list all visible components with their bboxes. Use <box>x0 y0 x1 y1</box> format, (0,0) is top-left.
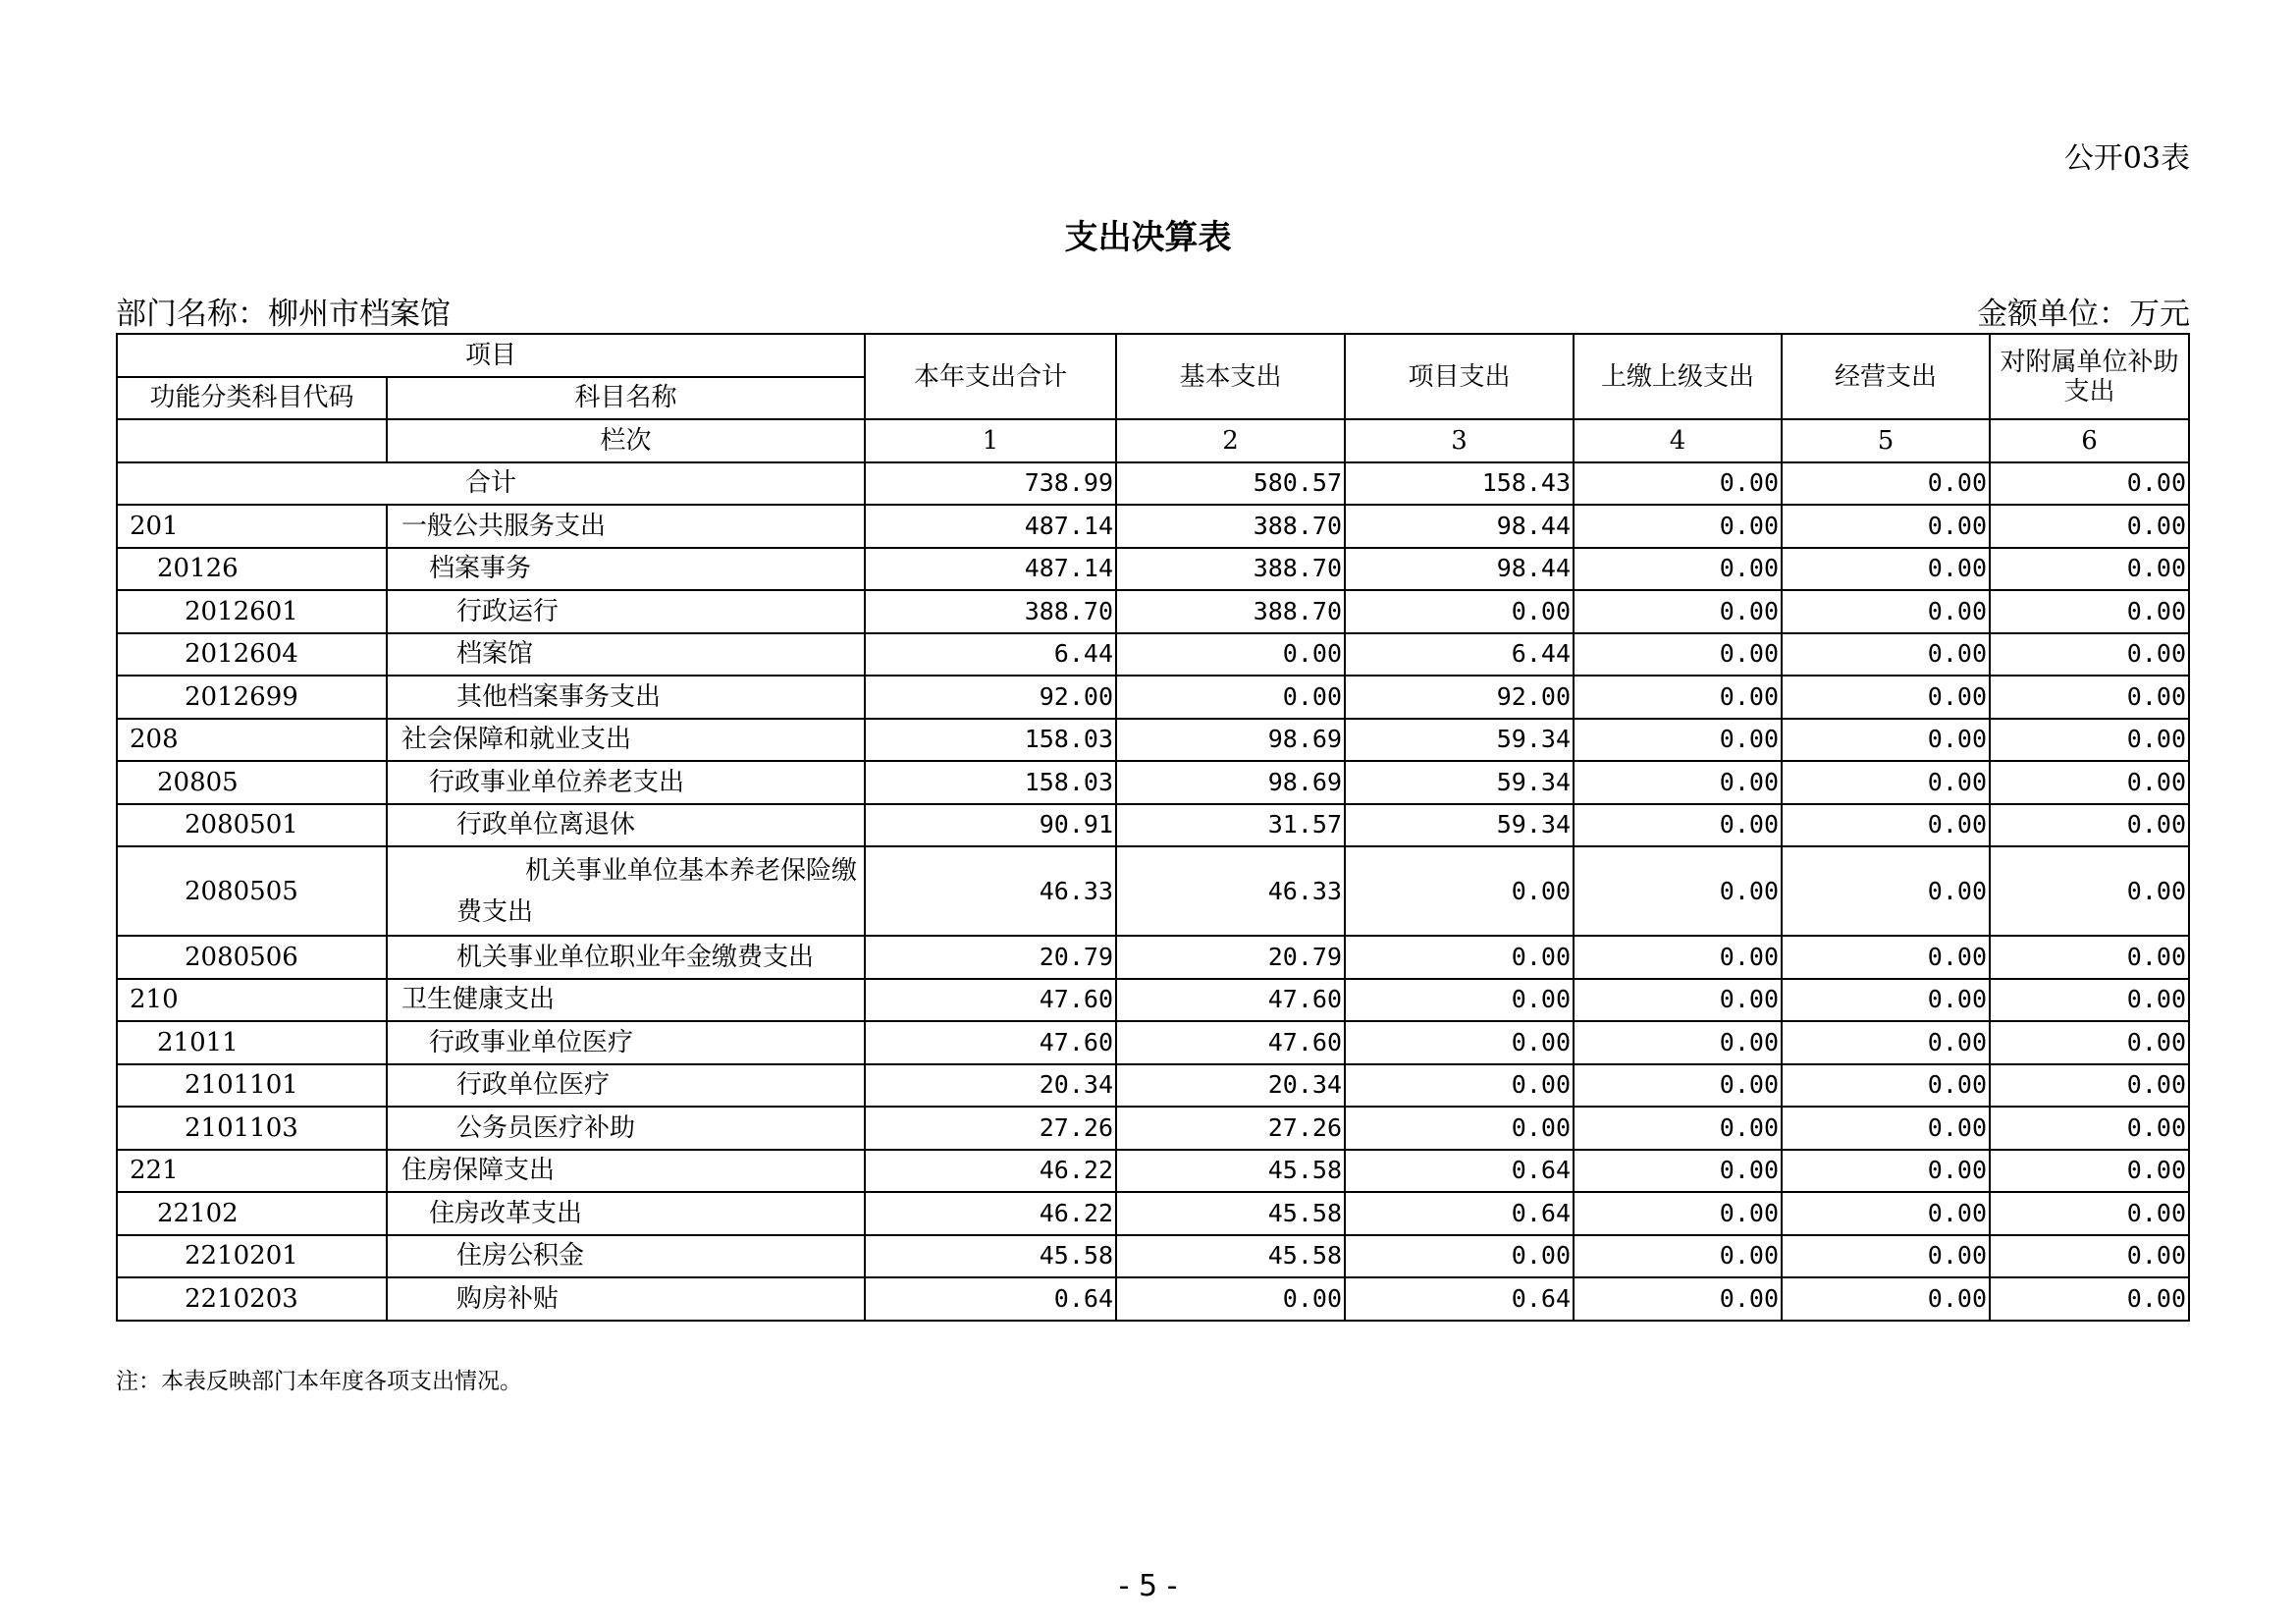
amount-cell: 47.60 <box>1116 1021 1345 1064</box>
amount-cell: 0.00 <box>1574 1107 1782 1150</box>
amount-cell: 487.14 <box>865 548 1116 591</box>
amount-cell: 0.00 <box>1345 846 1574 936</box>
amount-cell: 0.00 <box>1574 676 1782 719</box>
amount-cell: 0.00 <box>1345 1107 1574 1150</box>
amount-cell: 0.00 <box>1782 1107 1990 1150</box>
amount-cell: 59.34 <box>1345 719 1574 762</box>
amount-cell: 0.00 <box>1782 979 1990 1022</box>
amount-cell: 0.00 <box>1990 719 2189 762</box>
table-row <box>117 761 2189 804</box>
header-total-expenditure: 本年支出合计 <box>865 334 1116 419</box>
amount-cell: 388.70 <box>865 590 1116 633</box>
amount-cell: 46.22 <box>865 1192 1116 1235</box>
amount-cell: 0.00 <box>1574 846 1782 936</box>
amount-cell: 0.00 <box>1990 548 2189 591</box>
table-row <box>117 1107 2189 1150</box>
table-row <box>117 1064 2189 1108</box>
amount-cell: 0.00 <box>1345 979 1574 1022</box>
amount-cell: 0.00 <box>1990 505 2189 548</box>
table-code-label: 公开03表 <box>2063 141 2190 176</box>
amount-cell: 158.03 <box>865 719 1116 762</box>
page-title: 支出决算表 <box>1064 218 1232 257</box>
amount-cell: 0.00 <box>1574 505 1782 548</box>
amount-cell: 59.34 <box>1345 804 1574 847</box>
table-row <box>117 804 2189 847</box>
amount-cell: 98.69 <box>1116 719 1345 762</box>
table-row <box>117 1021 2189 1064</box>
table-row <box>117 1235 2189 1278</box>
total-value: 0.00 <box>1574 462 1782 506</box>
subject-name: 行政单位医疗 <box>387 1064 865 1108</box>
amount-cell: 0.00 <box>1990 1192 2189 1235</box>
table-row <box>117 633 2189 677</box>
subject-name: 行政运行 <box>387 590 865 633</box>
amount-cell: 388.70 <box>1116 548 1345 591</box>
amount-cell: 0.00 <box>1782 1277 1990 1321</box>
amount-cell: 0.00 <box>1574 936 1782 979</box>
amount-cell: 31.57 <box>1116 804 1345 847</box>
subject-name: 一般公共服务支出 <box>387 505 865 548</box>
subject-name: 行政事业单位养老支出 <box>387 761 865 804</box>
amount-cell: 487.14 <box>865 505 1116 548</box>
amount-cell: 0.00 <box>1782 719 1990 762</box>
amount-cell: 0.00 <box>1990 1064 2189 1108</box>
header-operating-expenditure: 经营支出 <box>1782 334 1990 419</box>
amount-cell: 27.26 <box>1116 1107 1345 1150</box>
amount-cell: 90.91 <box>865 804 1116 847</box>
amount-cell: 45.58 <box>865 1235 1116 1278</box>
amount-cell: 0.00 <box>1345 1021 1574 1064</box>
expenditure-table <box>116 333 2190 1322</box>
subject-code: 2101103 <box>117 1107 387 1150</box>
department-name: 部门名称：柳州市档案馆 <box>116 297 451 332</box>
amount-cell: 47.60 <box>1116 979 1345 1022</box>
subject-code: 221 <box>117 1150 387 1193</box>
subject-name: 其他档案事务支出 <box>387 676 865 719</box>
amount-cell: 388.70 <box>1116 590 1345 633</box>
total-row <box>117 462 2189 506</box>
table-row <box>117 719 2189 762</box>
amount-cell: 0.64 <box>1345 1277 1574 1321</box>
table-row <box>117 548 2189 591</box>
table-row <box>117 1277 2189 1321</box>
column-number: 2 <box>1116 419 1345 462</box>
column-number-row <box>117 419 2189 462</box>
column-number: 6 <box>1990 419 2189 462</box>
amount-cell: 0.00 <box>1345 936 1574 979</box>
amount-cell: 0.00 <box>1782 1021 1990 1064</box>
amount-cell: 27.26 <box>865 1107 1116 1150</box>
amount-cell: 20.34 <box>865 1064 1116 1108</box>
amount-cell: 0.64 <box>865 1277 1116 1321</box>
amount-cell: 0.00 <box>1345 1064 1574 1108</box>
subject-name: 卫生健康支出 <box>387 979 865 1022</box>
subject-name: 社会保障和就业支出 <box>387 719 865 762</box>
column-number: 1 <box>865 419 1116 462</box>
amount-cell: 0.00 <box>1574 1277 1782 1321</box>
header-subsidiary-subsidy: 对附属单位补助支出 <box>1990 334 2189 419</box>
amount-cell: 0.00 <box>1990 633 2189 677</box>
table-row <box>117 505 2189 548</box>
amount-cell: 0.00 <box>1574 1064 1782 1108</box>
amount-cell: 0.00 <box>1782 505 1990 548</box>
amount-cell: 0.00 <box>1782 761 1990 804</box>
total-label: 合计 <box>117 462 865 506</box>
column-number-label: 栏次 <box>387 419 865 462</box>
amount-cell: 0.00 <box>1574 1192 1782 1235</box>
amount-cell: 0.00 <box>1990 1150 2189 1193</box>
subject-name: 公务员医疗补助 <box>387 1107 865 1150</box>
amount-cell: 0.00 <box>1990 676 2189 719</box>
amount-cell: 92.00 <box>1345 676 1574 719</box>
amount-cell: 59.34 <box>1345 761 1574 804</box>
subject-code: 20805 <box>117 761 387 804</box>
amount-cell: 0.00 <box>1782 846 1990 936</box>
total-value: 0.00 <box>1782 462 1990 506</box>
amount-cell: 0.00 <box>1116 633 1345 677</box>
amount-cell: 45.58 <box>1116 1192 1345 1235</box>
amount-cell: 0.64 <box>1345 1192 1574 1235</box>
header-name: 科目名称 <box>387 377 865 420</box>
subject-code: 2012601 <box>117 590 387 633</box>
amount-cell: 47.60 <box>865 979 1116 1022</box>
table-row <box>117 1192 2189 1235</box>
column-number: 3 <box>1345 419 1574 462</box>
column-number: 5 <box>1782 419 1990 462</box>
header-project: 项目 <box>117 334 865 377</box>
amount-cell: 0.00 <box>1345 590 1574 633</box>
subject-name: 档案事务 <box>387 548 865 591</box>
amount-cell: 388.70 <box>1116 505 1345 548</box>
table-row <box>117 676 2189 719</box>
amount-cell: 0.00 <box>1116 1277 1345 1321</box>
amount-cell: 6.44 <box>1345 633 1574 677</box>
subject-code: 20126 <box>117 548 387 591</box>
table-row <box>117 846 2189 936</box>
amount-cell: 0.00 <box>1574 719 1782 762</box>
amount-cell: 47.60 <box>865 1021 1116 1064</box>
table-row <box>117 590 2189 633</box>
amount-cell: 0.00 <box>1574 1235 1782 1278</box>
amount-cell: 0.00 <box>1574 548 1782 591</box>
amount-cell: 0.00 <box>1782 1064 1990 1108</box>
subject-code: 22102 <box>117 1192 387 1235</box>
amount-cell: 0.00 <box>1990 1235 2189 1278</box>
total-value: 738.99 <box>865 462 1116 506</box>
table-note: 注：本表反映部门本年度各项支出情况。 <box>116 1369 522 1394</box>
table-row <box>117 1150 2189 1193</box>
amount-cell: 0.00 <box>1782 1192 1990 1235</box>
total-value: 580.57 <box>1116 462 1345 506</box>
subject-name: 行政事业单位医疗 <box>387 1021 865 1064</box>
subject-code: 2012699 <box>117 676 387 719</box>
column-number-blank <box>117 419 387 462</box>
amount-cell: 6.44 <box>865 633 1116 677</box>
header-project-expenditure: 项目支出 <box>1345 334 1574 419</box>
subject-code: 201 <box>117 505 387 548</box>
header-basic-expenditure: 基本支出 <box>1116 334 1345 419</box>
subject-name: 住房改革支出 <box>387 1192 865 1235</box>
amount-cell: 0.00 <box>1574 761 1782 804</box>
subject-code: 2012604 <box>117 633 387 677</box>
subject-code: 2080506 <box>117 936 387 979</box>
amount-cell: 0.00 <box>1782 548 1990 591</box>
amount-cell: 0.00 <box>1990 936 2189 979</box>
amount-cell: 0.00 <box>1782 936 1990 979</box>
amount-cell: 46.22 <box>865 1150 1116 1193</box>
amount-cell: 0.00 <box>1116 676 1345 719</box>
amount-cell: 0.00 <box>1574 633 1782 677</box>
subject-name: 住房保障支出 <box>387 1150 865 1193</box>
amount-cell: 20.34 <box>1116 1064 1345 1108</box>
subject-code: 2101101 <box>117 1064 387 1108</box>
amount-cell: 0.00 <box>1782 1150 1990 1193</box>
amount-cell: 0.00 <box>1782 1235 1990 1278</box>
amount-cell: 0.00 <box>1990 590 2189 633</box>
subject-name: 购房补贴 <box>387 1277 865 1321</box>
table-row <box>117 979 2189 1022</box>
column-number: 4 <box>1574 419 1782 462</box>
subject-code: 2210203 <box>117 1277 387 1321</box>
amount-cell: 20.79 <box>1116 936 1345 979</box>
header-code: 功能分类科目代码 <box>117 377 387 420</box>
amount-cell: 0.00 <box>1990 1277 2189 1321</box>
amount-cell: 0.00 <box>1990 846 2189 936</box>
amount-cell: 0.64 <box>1345 1150 1574 1193</box>
table-row <box>117 936 2189 979</box>
subject-name: 机关事业单位基本养老保险缴费支出 <box>387 846 865 936</box>
amount-cell: 0.00 <box>1574 979 1782 1022</box>
amount-cell: 158.03 <box>865 761 1116 804</box>
subject-name: 机关事业单位职业年金缴费支出 <box>387 936 865 979</box>
amount-cell: 46.33 <box>865 846 1116 936</box>
amount-cell: 0.00 <box>1990 804 2189 847</box>
subject-name: 档案馆 <box>387 633 865 677</box>
subject-name: 行政单位离退休 <box>387 804 865 847</box>
subject-code: 21011 <box>117 1021 387 1064</box>
amount-cell: 20.79 <box>865 936 1116 979</box>
subject-code: 2080505 <box>117 846 387 936</box>
subject-code: 2080501 <box>117 804 387 847</box>
amount-cell: 45.58 <box>1116 1150 1345 1193</box>
amount-cell: 0.00 <box>1990 979 2189 1022</box>
amount-cell: 92.00 <box>865 676 1116 719</box>
amount-cell: 0.00 <box>1574 1021 1782 1064</box>
amount-cell: 98.44 <box>1345 548 1574 591</box>
amount-cell: 98.44 <box>1345 505 1574 548</box>
amount-unit: 金额单位：万元 <box>1977 297 2190 332</box>
subject-name: 住房公积金 <box>387 1235 865 1278</box>
header-row-1 <box>117 334 2189 377</box>
amount-cell: 0.00 <box>1345 1235 1574 1278</box>
amount-cell: 0.00 <box>1574 1150 1782 1193</box>
subject-code: 2210201 <box>117 1235 387 1278</box>
amount-cell: 0.00 <box>1782 633 1990 677</box>
amount-cell: 0.00 <box>1782 676 1990 719</box>
amount-cell: 0.00 <box>1782 804 1990 847</box>
amount-cell: 0.00 <box>1574 804 1782 847</box>
amount-cell: 0.00 <box>1782 590 1990 633</box>
subject-code: 208 <box>117 719 387 762</box>
header-remit-superior: 上缴上级支出 <box>1574 334 1782 419</box>
amount-cell: 0.00 <box>1990 1021 2189 1064</box>
amount-cell: 0.00 <box>1990 1107 2189 1150</box>
amount-cell: 0.00 <box>1990 761 2189 804</box>
total-value: 158.43 <box>1345 462 1574 506</box>
amount-cell: 46.33 <box>1116 846 1345 936</box>
total-value: 0.00 <box>1990 462 2189 506</box>
amount-cell: 45.58 <box>1116 1235 1345 1278</box>
amount-cell: 98.69 <box>1116 761 1345 804</box>
page-number: - 5 - <box>1118 1569 1178 1603</box>
amount-cell: 0.00 <box>1574 590 1782 633</box>
subject-code: 210 <box>117 979 387 1022</box>
